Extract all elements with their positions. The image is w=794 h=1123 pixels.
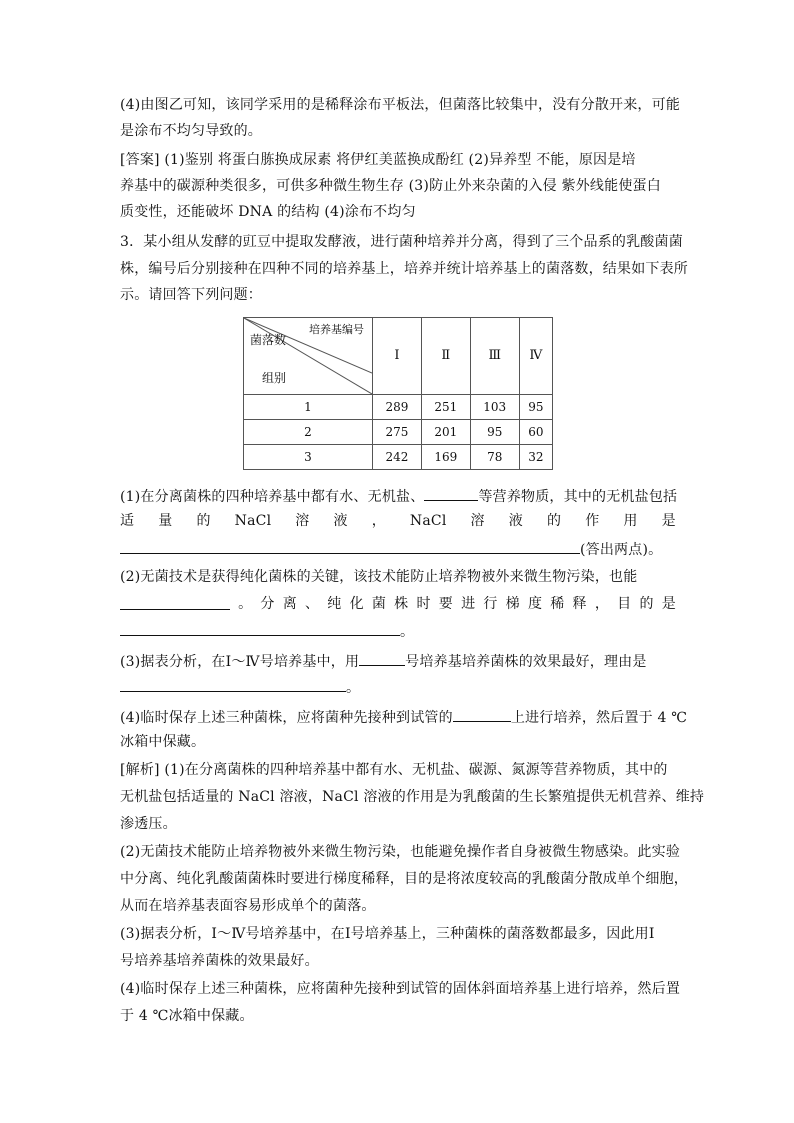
question-2: (2)无菌技术是获得纯化菌株的关键，该技术能防止培养物被外来微生物污染，也能 [120, 569, 638, 585]
question-char: 稀 [550, 596, 565, 612]
question-1-justified [120, 511, 676, 531]
question-text: 。 [346, 680, 361, 696]
question-char: ， [371, 513, 386, 529]
answer-line: 养基中的碳源种类很多，可供多种微生物生存 (3)防止外来杂菌的入侵 紫外线能使蛋白 [120, 178, 661, 194]
question-char: 化 [349, 596, 364, 612]
question-char: 的 [639, 596, 654, 612]
question-char: 的 [196, 513, 211, 529]
table-cell: 275 [373, 419, 422, 444]
table-cell: 32 [519, 444, 552, 469]
question-text: 号培养基培养菌株的效果最好，理由是 [405, 654, 647, 670]
analysis-line: [解析] (1)在分离菌株的四种培养基中都有水、无机盐、碳源、氮源等营养物质，其中的 [120, 762, 668, 778]
text-line: (4)由图乙可知，该同学采用的是稀释涂布平板法，但菌落比较集中，没有分散开来，可能 [120, 97, 681, 113]
analysis-line: 从而在培养基表面容易形成单个的菌落。 [120, 898, 376, 914]
question-char: 行 [483, 596, 498, 612]
table-cell: 201 [421, 419, 470, 444]
colony-count-table [243, 317, 553, 470]
question-2-answer-line [120, 620, 676, 642]
question-char: 度 [527, 596, 543, 612]
question-char: 液 [508, 513, 523, 529]
answer-blank[interactable] [120, 676, 346, 692]
question-text: (4)临时保存上述三种菌株，应将菌种先接种到试管的 [120, 710, 453, 726]
question-text: 上进行培养，然后置于 4 ℃ [510, 710, 688, 726]
table-row [244, 419, 553, 444]
corner-label-colonies: 菌落数 [250, 333, 287, 347]
question-char: ， [594, 596, 610, 612]
row-group: 2 [244, 419, 373, 444]
answer-blank[interactable] [359, 650, 405, 666]
table-row [244, 394, 553, 419]
answer-blank[interactable] [453, 706, 511, 722]
question-char: NaCl [234, 513, 272, 529]
question-char: 溶 [295, 513, 310, 529]
table-cell: 289 [373, 394, 422, 419]
question-char: 是 [661, 596, 676, 612]
analysis-line: (4)临时保存上述三种菌株，应将菌种先接种到试管的固体斜面培养基上进行培养，然后置 [120, 981, 681, 997]
table-cell: 251 [421, 394, 470, 419]
answer-blank[interactable] [120, 594, 230, 610]
question-1 [120, 485, 676, 507]
question-char: NaCl [409, 513, 447, 529]
analysis-line: (2)无菌技术能防止培养物被外来微生物污染，也能避免操作者自身被微生物感染。此实验 [120, 844, 681, 860]
table-corner-header [244, 318, 373, 395]
question-char: 分 [260, 596, 275, 612]
text-line: 是涂布不均匀导致的。 [120, 123, 262, 139]
question-4-cont: 冰箱中保藏。 [120, 734, 206, 750]
analysis-line: 无机盐包括适量的 NaCl 溶液，NaCl 溶液的作用是为乳酸菌的生长繁殖提供无机营养、维持 [120, 789, 705, 805]
table-cell: 242 [373, 444, 422, 469]
question-char: 时 [416, 596, 431, 612]
question-3-stem: 3．某小组从发酵的豇豆中提取发酵液，进行菌种培养并分离，得到了三个品系的乳酸菌菌 [120, 234, 683, 250]
question-char: 用 [623, 513, 638, 529]
question-char: 的 [546, 513, 562, 529]
column-header: Ⅲ [470, 318, 519, 395]
question-3-stem: 株，编号后分别接种在四种不同的培养基上，培养并统计培养基上的菌落数，结果如下表所 [120, 261, 688, 277]
question-char: 是 [661, 513, 676, 529]
answer-blank[interactable] [120, 538, 580, 554]
table-cell: 95 [470, 419, 519, 444]
question-char: 梯 [505, 596, 520, 612]
question-char: 。 [238, 596, 253, 612]
column-header: Ⅰ [373, 318, 422, 395]
question-char: 释 [572, 596, 587, 612]
question-text: 等营养物质，其中的无机盐包括 [478, 489, 678, 505]
question-3 [120, 650, 676, 672]
table-cell: 78 [470, 444, 519, 469]
question-3-stem: 示。请回答下列问题： [120, 287, 262, 303]
question-char: 、 [304, 596, 320, 612]
question-text: (3)据表分析，在Ⅰ～Ⅳ号培养基中，用 [120, 654, 360, 670]
analysis-line: 号培养基培养菌株的效果最好。 [120, 953, 319, 969]
table-cell: 103 [470, 394, 519, 419]
table-cell: 95 [519, 394, 552, 419]
question-char: 离 [282, 596, 297, 612]
corner-label-group: 组别 [262, 371, 287, 385]
question-3-answer-line [120, 676, 676, 698]
corner-label-medium: 培养基编号 [309, 323, 364, 336]
question-text: (1)在分离菌株的四种培养基中都有水、无机盐、 [120, 489, 425, 505]
question-char: 量 [158, 513, 173, 529]
row-group: 3 [244, 444, 373, 469]
row-group: 1 [244, 394, 373, 419]
question-1-answer-line [120, 538, 676, 560]
question-char: 要 [438, 596, 453, 612]
question-2-justified [120, 594, 676, 614]
question-char: 作 [585, 513, 600, 529]
table-row [244, 444, 553, 469]
question-char: 株 [394, 596, 409, 612]
column-header: Ⅱ [421, 318, 470, 395]
table-cell: 169 [421, 444, 470, 469]
question-char: 适 [120, 513, 135, 529]
column-header: Ⅳ [519, 318, 552, 395]
analysis-line: 渗透压。 [120, 816, 177, 832]
question-text: 。 [400, 624, 415, 640]
answer-line: [答案] (1)鉴别 将蛋白胨换成尿素 将伊红美蓝换成酚红 (2)异养型 不能，原因是培 [120, 152, 636, 168]
question-char: 溶 [470, 513, 485, 529]
question-char: 进 [461, 596, 476, 612]
question-4 [120, 706, 688, 728]
analysis-line: (3)据表分析，Ⅰ～Ⅳ号培养基中，在Ⅰ号培养基上，三种菌株的菌落数都最多，因此用Ⅰ [120, 926, 655, 942]
analysis-line: 中分离、纯化乳酸菌菌株时要进行梯度稀释，目的是将浓度较高的乳酸菌分散成单个细胞， [120, 871, 688, 887]
question-char: 菌 [371, 596, 387, 612]
answer-blank[interactable] [120, 620, 400, 636]
answer-blank[interactable] [424, 485, 478, 501]
question-char: 液 [333, 513, 348, 529]
analysis-line: 于 4 ℃冰箱中保藏。 [120, 1008, 254, 1024]
question-char: 纯 [327, 596, 342, 612]
table-cell: 60 [519, 419, 552, 444]
question-text: (答出两点)。 [580, 542, 663, 558]
question-char: 目 [617, 596, 632, 612]
answer-line: 质变性，还能破坏 DNA 的结构 (4)涂布不均匀 [120, 204, 416, 220]
